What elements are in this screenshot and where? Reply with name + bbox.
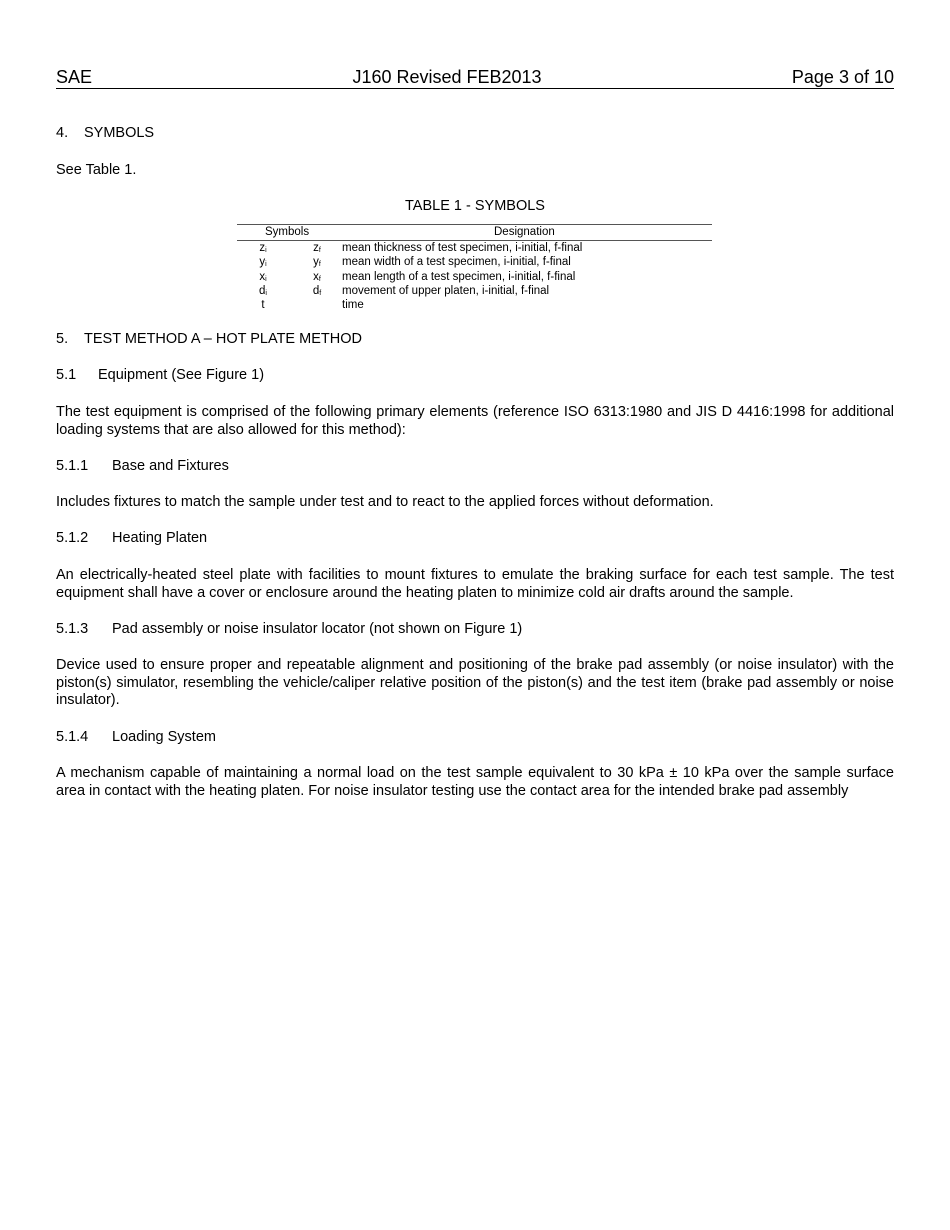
section-4-text: See Table 1. xyxy=(56,162,137,178)
designation: time xyxy=(342,299,364,312)
designation: mean length of a test specimen, i-initial, f-final xyxy=(342,270,576,283)
symbols-table xyxy=(237,224,712,313)
section-title: Base and Fixtures xyxy=(112,458,229,474)
symbol-initial-subscript: i xyxy=(265,247,267,254)
symbol-final-subscript: f xyxy=(319,289,322,297)
table-row xyxy=(237,255,712,269)
symbol-final xyxy=(309,284,325,298)
symbol-final-subscript: f xyxy=(318,247,321,254)
section-5-1-heading xyxy=(56,367,264,384)
designation: mean width of a test specimen, i-initial, f-final xyxy=(342,256,571,269)
symbol-final-base: z xyxy=(313,242,319,254)
symbol-initial-subscript: i xyxy=(265,289,267,297)
table-row xyxy=(237,241,712,255)
symbol-final-base: x xyxy=(313,270,319,283)
symbol-initial-base: y xyxy=(259,256,266,269)
table-header xyxy=(237,224,712,241)
designation: mean thickness of test specimen, i-initial, f-final xyxy=(342,242,583,254)
symbol-initial xyxy=(255,241,271,255)
page-header xyxy=(56,66,894,89)
symbol-final xyxy=(309,255,325,269)
symbol-final xyxy=(309,270,325,284)
symbol-initial-base: x xyxy=(259,270,266,283)
section-title: TEST METHOD A – HOT PLATE METHOD xyxy=(84,331,362,347)
symbol-initial xyxy=(255,298,271,312)
section-5-1-3-heading xyxy=(56,621,522,638)
section-title: Equipment (See Figure 1) xyxy=(98,367,265,383)
table-caption: TABLE 1 - SYMBOLS xyxy=(405,198,545,214)
section-number: 5.1.2 xyxy=(56,530,89,546)
section-5-1-text: The test equipment is comprised of the following primary elements (reference ISO 6313:1980 and JIS D 4416:1998 for additional loading systems that are also allowed for this method): xyxy=(56,404,894,438)
section-5-1-4-text: A mechanism capable of maintaining a normal load on the test sample equivalent to 30 kPa ± 10 kPa over the sample surface area in contact with the heating platen. For noise insulator testing use the contact area for the intended brake pad assembly xyxy=(56,765,894,799)
table-body xyxy=(237,241,712,313)
section-number: 5.1.3 xyxy=(56,621,89,637)
header-doc-id: J160 Revised FEB2013 xyxy=(352,67,542,87)
section-5-1-1-text: Includes fixtures to match the sample under test and to react to the applied forces without deformation. xyxy=(56,494,714,510)
section-number: 4. xyxy=(56,125,69,141)
section-5-1-3-text: Device used to ensure proper and repeatable alignment and positioning of the brake pad assembly (or noise insulator) with the piston(s) simulator, resembling the vehicle/caliper relative position of the piston(s) and the test item (brake pad assembly or noise insulator). xyxy=(56,657,894,708)
section-5-1-2-heading xyxy=(56,530,207,547)
symbol-final-subscript: f xyxy=(318,261,321,269)
symbol-initial-base: z xyxy=(259,242,266,254)
symbol-initial-subscript: i xyxy=(265,261,267,269)
symbol-initial xyxy=(255,270,271,284)
section-number: 5. xyxy=(56,331,69,347)
section-number: 5.1 xyxy=(56,367,77,383)
symbol-initial-subscript: i xyxy=(265,275,267,283)
symbol-initial-base: t xyxy=(261,299,265,312)
section-number: 5.1.4 xyxy=(56,729,89,745)
header-page-number: Page 3 of 10 xyxy=(791,67,894,87)
section-4-heading xyxy=(56,125,154,142)
symbol-final-base: d xyxy=(312,284,320,297)
symbol-initial xyxy=(255,255,271,269)
section-number: 5.1.1 xyxy=(56,458,89,474)
col-symbols-header: Symbols xyxy=(265,226,310,238)
symbol-final-base: y xyxy=(313,256,319,269)
section-5-1-1-heading xyxy=(56,458,229,475)
section-5-1-4-heading xyxy=(56,729,216,746)
col-designation-header: Designation xyxy=(494,226,555,238)
table-row xyxy=(237,298,712,312)
section-title: Pad assembly or noise insulator locator (not shown on Figure 1) xyxy=(112,621,523,637)
symbol-initial xyxy=(255,284,271,298)
section-5-heading xyxy=(56,331,362,348)
section-title: Heating Platen xyxy=(112,530,208,546)
table-row xyxy=(237,284,712,298)
section-5-1-2-text: An electrically-heated steel plate with facilities to mount fixtures to emulate the braking surface for each test sample. The test equipment shall have a cover or enclosure around the heating platen to minimize cold air drafts around the sample. xyxy=(56,567,894,601)
table-row xyxy=(237,270,712,284)
section-title: Loading System xyxy=(112,729,216,745)
symbol-final xyxy=(309,241,325,255)
symbol-final-subscript: f xyxy=(318,275,321,283)
designation: movement of upper platen, i-initial, f-final xyxy=(342,284,550,297)
section-title: SYMBOLS xyxy=(84,125,155,141)
header-org: SAE xyxy=(56,67,93,87)
symbol-initial-base: d xyxy=(259,284,266,297)
